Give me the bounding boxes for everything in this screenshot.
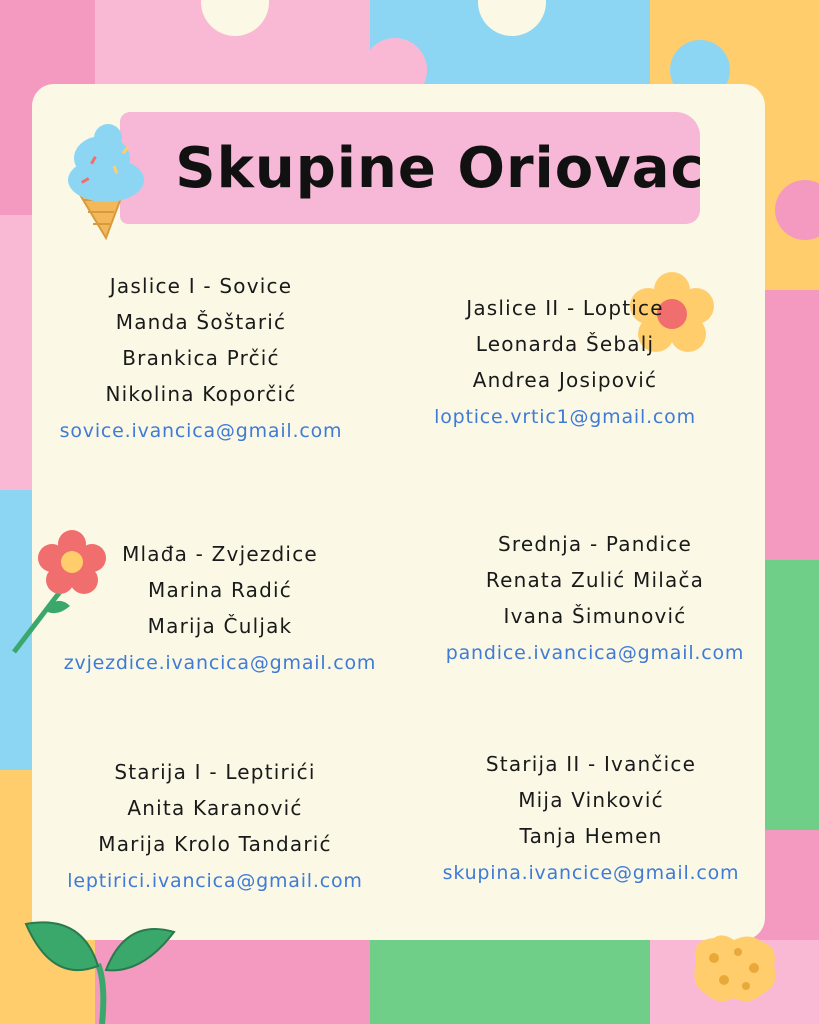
page-title: Skupine Oriovac: [175, 135, 705, 201]
group-starija-1: [40, 754, 390, 900]
staff-name: Marija Čuljak: [147, 614, 293, 638]
staff-name: Manda Šoštarić: [115, 310, 287, 334]
staff-name: Marina Radić: [148, 578, 292, 602]
staff-name: Tanja Hemen: [519, 824, 663, 848]
cookie-icon: [688, 932, 780, 1006]
group-email-link[interactable]: leptirici.ivancica@gmail.com: [67, 870, 363, 892]
group-starija-2: [416, 746, 766, 892]
group-mlada: [50, 536, 390, 682]
staff-name: Ivana Šimunović: [503, 604, 687, 628]
staff-name: Brankica Prčić: [122, 346, 280, 370]
group-jaslice-2: [410, 290, 720, 436]
staff-name: Leonarda Šebalj: [475, 332, 655, 356]
group-name: Mlađa - Zvjezdice: [122, 542, 318, 566]
ice-cream-icon: [62, 118, 154, 242]
group-name: Jaslice I - Sovice: [109, 274, 293, 298]
group-email-link[interactable]: zvjezdice.ivancica@gmail.com: [63, 652, 377, 674]
staff-name: Marija Krolo Tandarić: [98, 832, 332, 856]
staff-name: Renata Zulić Milača: [485, 568, 705, 592]
group-name: Starija II - Ivančice: [485, 752, 697, 776]
staff-name: Anita Karanović: [127, 796, 303, 820]
group-name: Starija I - Leptirići: [114, 760, 316, 784]
group-jaslice-1: [36, 268, 366, 450]
staff-name: Nikolina Koporčić: [105, 382, 297, 406]
staff-name: Andrea Josipović: [472, 368, 658, 392]
group-name: Jaslice II - Loptice: [466, 296, 664, 320]
group-name: Srednja - Pandice: [498, 532, 692, 556]
group-email-link[interactable]: sovice.ivancica@gmail.com: [59, 420, 343, 442]
staff-name: Mija Vinković: [518, 788, 664, 812]
group-srednja: [420, 526, 770, 672]
group-email-link[interactable]: loptice.vrtic1@gmail.com: [434, 406, 696, 428]
group-email-link[interactable]: pandice.ivancica@gmail.com: [445, 642, 745, 664]
group-email-link[interactable]: skupina.ivancice@gmail.com: [442, 862, 740, 884]
sprout-icon: [22, 904, 182, 1024]
